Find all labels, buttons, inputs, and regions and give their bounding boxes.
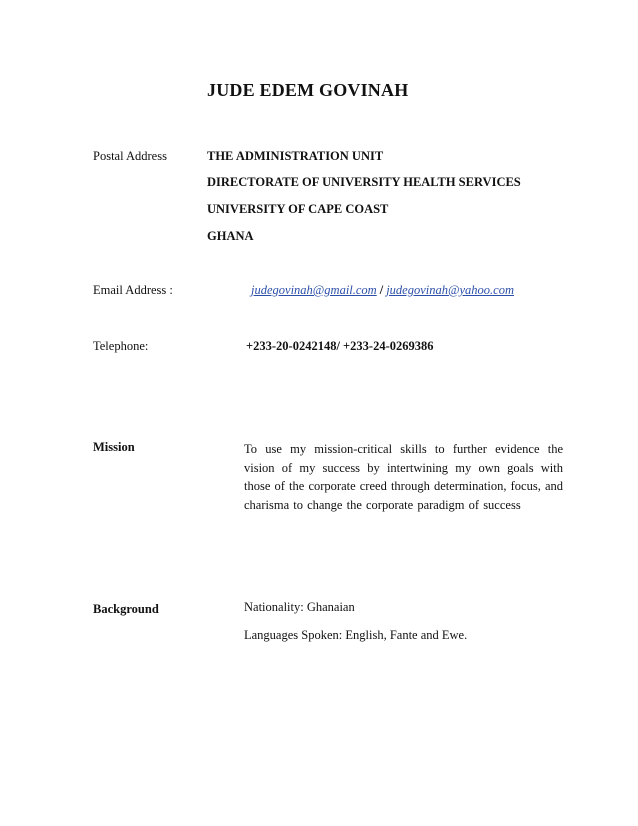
email-address-value <box>251 283 514 298</box>
mission-label: Mission <box>93 440 135 454</box>
email-address-label: Email Address : <box>93 283 173 297</box>
primary-email-link[interactable]: judegovinah@gmail.com <box>251 283 377 297</box>
postal-address-line-2: DIRECTORATE OF UNIVERSITY HEALTH SERVICES <box>207 175 521 189</box>
postal-address-line-1: THE ADMINISTRATION UNIT <box>207 149 384 163</box>
telephone-value: +233-20-0242148/ +233-24-0269386 <box>246 339 434 353</box>
resume-name-heading: JUDE EDEM GOVINAH <box>207 80 409 100</box>
postal-address-line-4: GHANA <box>207 229 254 243</box>
email-separator: / <box>379 283 384 297</box>
languages-text: Languages Spoken: English, Fante and Ewe. <box>244 628 468 642</box>
telephone-label: Telephone: <box>93 339 149 353</box>
postal-address-label: Postal Address <box>93 149 167 163</box>
mission-statement: To use my mission-critical skills to further evidence the vision of my success by intertwining my own goals with those of the corporate creed through determination, focus, and charisma to change the corporate paradigm of success <box>244 442 563 512</box>
nationality-text: Nationality: Ghanaian <box>244 600 355 614</box>
postal-address-line-3: UNIVERSITY OF CAPE COAST <box>207 202 389 216</box>
background-label: Background <box>93 602 159 616</box>
secondary-email-link[interactable]: judegovinah@yahoo.com <box>386 283 514 297</box>
